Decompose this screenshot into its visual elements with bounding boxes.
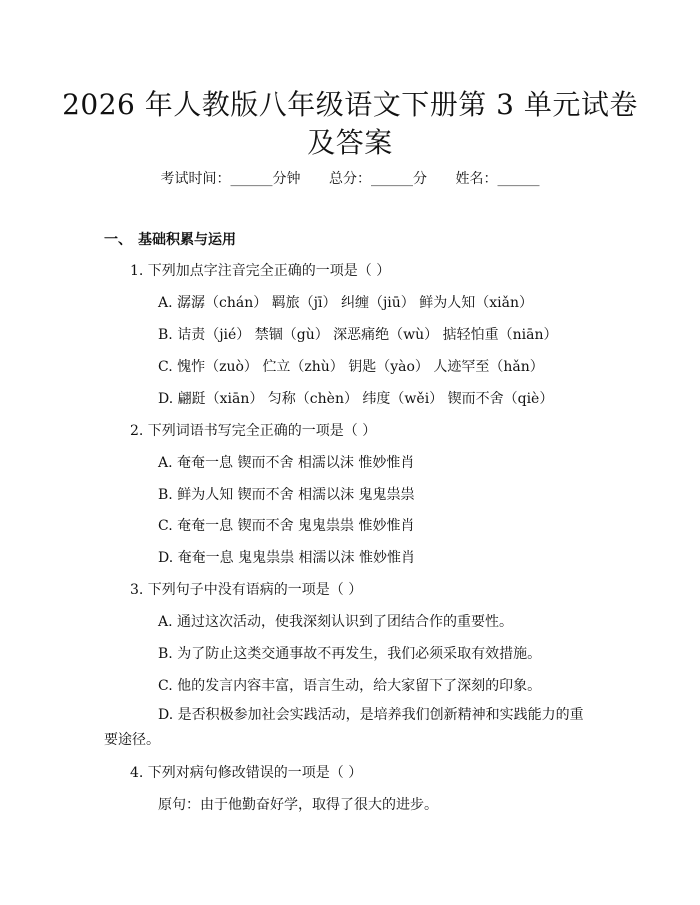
section-title: 基础积累与运用: [138, 232, 236, 248]
question-3-option-d: D. 是否积极参加社会实践活动，是培养我们创新精神和实践能力的重要途径。: [104, 707, 584, 748]
question-4-stem: 4. 下列对病句修改错误的一项是（ ）: [130, 765, 363, 781]
exam-time-field: 考试时间：______分钟: [160, 171, 301, 187]
section-number: 一、: [104, 232, 132, 248]
question-1-option-a: A. 潺潺（chán） 羁旅（jī） 纠缠（jiū） 鲜为人知（xiǎn）: [158, 295, 533, 311]
page-title-line-1: 2026 年人教版八年级语文下册第 3 单元试卷: [62, 88, 638, 121]
question-2-option-a: A. 奄奄一息 锲而不舍 相濡以沫 惟妙惟肖: [158, 455, 415, 471]
question-2-option-b: B. 鲜为人知 锲而不舍 相濡以沫 鬼鬼祟祟: [158, 487, 415, 503]
question-3-option-b: B. 为了防止这类交通事故不再发生，我们必须采取有效措施。: [158, 646, 542, 662]
question-1-stem: 1. 下列加点字注音完全正确的一项是（ ）: [130, 263, 391, 279]
student-name-field: 姓名：______: [455, 171, 540, 187]
question-2-option-d: D. 奄奄一息 鬼鬼祟祟 相濡以沫 惟妙惟肖: [158, 550, 415, 566]
question-3-option-a: A. 通过这次活动，使我深刻认识到了团结合作的重要性。: [158, 614, 514, 630]
question-1-option-c: C. 愧怍（zuò） 伫立（zhù） 钥匙（yào） 人迹罕至（hǎn）: [158, 359, 544, 375]
question-3-stem: 3. 下列句子中没有语病的一项是（ ）: [130, 582, 363, 598]
question-4-original-sentence: 原句：由于他勤奋好学，取得了很大的进步。: [158, 797, 438, 813]
page-title: [0, 86, 700, 162]
section-heading: [104, 229, 236, 249]
page-title-line-2: 及答案: [307, 126, 393, 159]
exam-info-line: [0, 168, 700, 188]
total-score-field: 总分：______分: [329, 171, 427, 187]
question-1-option-b: B. 诘责（jié） 禁锢（gù） 深恶痛绝（wù） 掂轻怕重（niān）: [158, 327, 558, 343]
question-1-option-d: D. 翩跹（xiān） 匀称（chèn） 纬度（wěi） 锲而不舍（qiè）: [158, 391, 554, 407]
question-2-stem: 2. 下列词语书写完全正确的一项是（ ）: [130, 423, 377, 439]
question-2-option-c: C. 奄奄一息 锲而不舍 鬼鬼祟祟 惟妙惟肖: [158, 518, 415, 534]
question-3-option-c: C. 他的发言内容丰富，语言生动，给大家留下了深刻的印象。: [158, 678, 542, 694]
